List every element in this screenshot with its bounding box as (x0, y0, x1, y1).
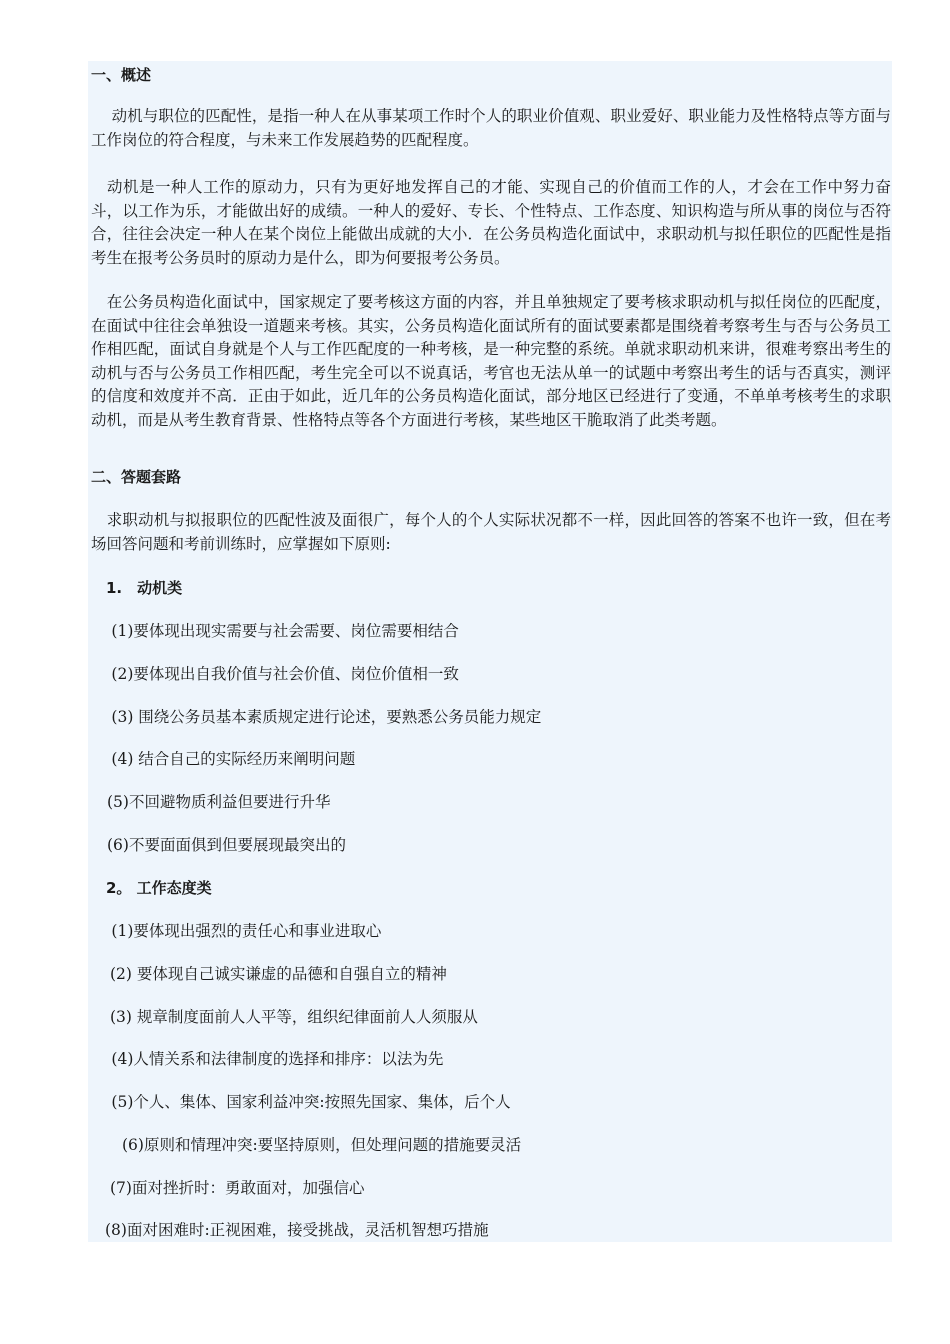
group-title-work-attitude: 2。 工作态度类 (91, 879, 212, 897)
list-item: (2)要体现出自我价值与社会价值、岗位价值相一致 (91, 665, 459, 683)
section-heading-answer-routine: 二、答题套路 (91, 468, 182, 486)
paragraph-definition: 动机与职位的匹配性，是指一种人在从事某项工作时个人的职业价值观、职业爱好、职业能力及性格特点等方面与工作岗位的符合程度，与未来工作发展趋势的匹配程度。 (91, 107, 891, 149)
list-item: (5)个人、集体、国家利益冲突:按照先国家、集体，后个人 (91, 1093, 511, 1111)
list-item: (8)面对困难时:正视困难，接受挑战，灵活机智想巧措施 (105, 1221, 489, 1239)
list-item: (4)人情关系和法律制度的选择和排序：以法为先 (91, 1050, 444, 1068)
list-item: (6)不要面面俱到但要展现最突出的 (107, 836, 346, 854)
list-item: (6)原则和情理冲突:要坚持原则，但处理问题的措施要灵活 (91, 1136, 522, 1154)
paragraph-answer-principles: 求职动机与拟报职位的匹配性波及面很广，每个人的个人实际状况都不一样，因此回答的答案不也许一致，但在考场回答问题和考前训练时，应掌握如下原则: (91, 511, 891, 553)
list-item: (5)不回避物质利益但要进行升华 (107, 793, 331, 811)
group-title-motivation: 1. 动机类 (91, 579, 183, 597)
list-item: (3) 围绕公务员基本素质规定进行论述，要熟悉公务员能力规定 (91, 708, 542, 726)
list-item: (1)要体现出强烈的责任心和事业进取心 (91, 922, 382, 940)
paragraph-motivation: 动机是一种人工作的原动力，只有为更好地发挥自己的才能、实现自己的价值而工作的人，才会在工作中努力奋斗，以工作为乐，才能做出好的成绩。一种人的爱好、专长、个性特点、工作态度、知识构造与所从事的岗位与否符合，往往会决定一种人在某个岗位上能做出成就的大小．在公务员构造化面试中，求职动机与拟任职位的匹配性是指考生在报考公务员时的原动力是什么，即为何要报考公务员。 (91, 178, 891, 267)
paragraph-interview-context: 在公务员构造化面试中，国家规定了要考核这方面的内容，并且单独规定了要考核求职动机与拟任岗位的匹配度，在面试中往往会单独设一道题来考核。其实，公务员构造化面试所有的面试要素都是围绕着考察考生与否与公务员工作相匹配，面试自身就是个人与工作匹配度的一种考核，是一种完整的系统。单就求职动机来讲，很难考察出考生的动机与否与公务员工作相匹配，考生完全可以不说真话，考官也无法从单一的试题中考察出考生的话与否真实，测评的信度和效度并不高．正由于如此，近几年的公务员构造化面试，部分地区已经进行了变通，不单单考核考生的求职动机，而是从考生教育背景、性格特点等各个方面进行考核，某些地区干脆取消了此类考题。 (91, 293, 891, 429)
list-item: (4) 结合自己的实际经历来阐明问题 (91, 750, 356, 768)
section-heading-overview: 一、概述 (91, 66, 152, 84)
list-item: (2) 要体现自己诚实谦虚的品德和自强自立的精神 (110, 965, 447, 983)
list-item: (3) 规章制度面前人人平等，组织纪律面前人人须服从 (110, 1008, 478, 1026)
list-item: (7)面对挫折时：勇敢面对，加强信心 (110, 1179, 365, 1197)
list-item: (1)要体现出现实需要与社会需要、岗位需要相结合 (91, 622, 459, 640)
